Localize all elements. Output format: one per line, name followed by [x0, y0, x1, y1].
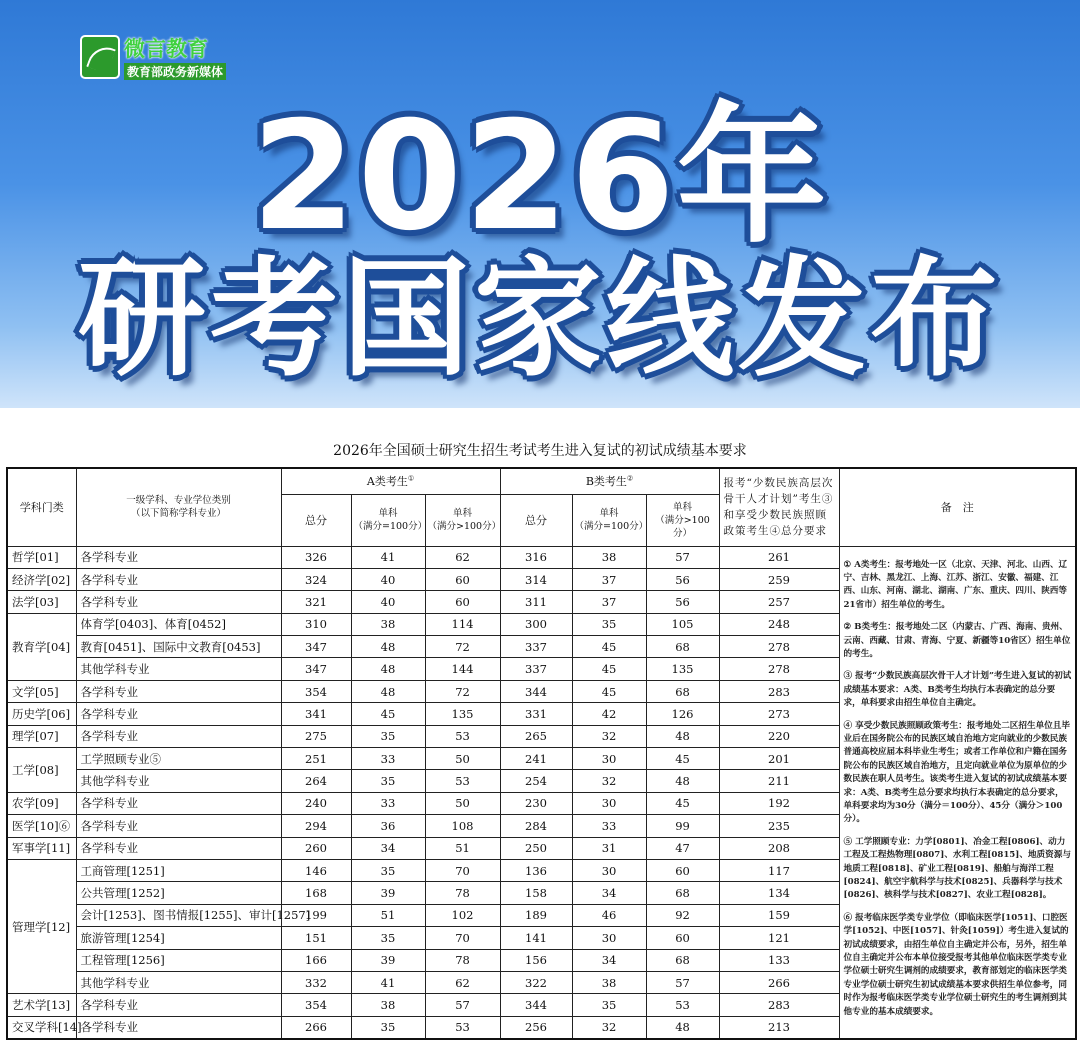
score-cell: 70 — [425, 927, 500, 949]
score-cell: 294 — [281, 815, 351, 837]
score-cell: 35 — [351, 770, 425, 792]
score-cell: 45 — [572, 636, 646, 658]
score-cell: 50 — [425, 792, 500, 814]
score-cell: 57 — [646, 971, 719, 993]
score-cell: 283 — [719, 680, 839, 702]
score-cell: 36 — [351, 815, 425, 837]
note-item: ⑥ 报考临床医学类专业学位（即临床医学[1051]、口腔医学[1052]、中医[1057]、针灸[1059]）考生进入复试的初试成绩要求，由招生单位自主确定并公布，另外，招生单位自主确定并公布本单位接受报考其他单位临床医学类专业学位硕士研究生调剂的成绩要求，教育部划定的临床医学类专业学位硕士研究生初试成绩基本要求供招生单位参考，同时作为报考临床医学类专业学位硕士研究生的考生调剂到其他专业的基本成绩要求。 — [843, 912, 1069, 1017]
score-cell: 354 — [281, 680, 351, 702]
score-cell: 310 — [281, 613, 351, 635]
score-cell: 68 — [646, 680, 719, 702]
score-cell: 34 — [572, 949, 646, 971]
score-cell: 114 — [425, 613, 500, 635]
score-cell: 78 — [425, 949, 500, 971]
score-cell: 38 — [351, 994, 425, 1016]
score-cell: 105 — [646, 613, 719, 635]
note-item: ① A类考生：报考地处一区（北京、天津、河北、山西、辽宁、吉林、黑龙江、上海、江苏、浙江、安徽、福建、江西、山东、河南、湖北、湖南、广东、重庆、四川、陕西等21省市）招生单位的考生。 — [843, 559, 1068, 610]
score-cell: 50 — [425, 748, 500, 770]
major-cell: 各学科专业 — [76, 546, 281, 568]
score-cell: 102 — [425, 904, 500, 926]
score-cell: 278 — [719, 658, 839, 680]
logo — [80, 33, 226, 80]
score-cell: 337 — [500, 658, 572, 680]
major-cell: 体育学[0403]、体育[0452] — [76, 613, 281, 635]
category-cell: 管理学[12] — [7, 859, 76, 993]
score-cell: 264 — [281, 770, 351, 792]
score-cell: 159 — [719, 904, 839, 926]
score-cell: 347 — [281, 636, 351, 658]
score-cell: 30 — [572, 748, 646, 770]
score-cell: 311 — [500, 591, 572, 613]
score-cell: 48 — [351, 680, 425, 702]
score-cell: 284 — [500, 815, 572, 837]
score-cell: 254 — [500, 770, 572, 792]
major-cell: 其他学科专业 — [76, 971, 281, 993]
major-cell: 各学科专业 — [76, 1016, 281, 1038]
score-cell: 45 — [351, 703, 425, 725]
score-cell: 46 — [572, 904, 646, 926]
score-cell: 32 — [572, 770, 646, 792]
score-cell: 344 — [500, 994, 572, 1016]
score-cell: 53 — [425, 1016, 500, 1038]
category-cell: 工学[08] — [7, 748, 76, 793]
score-cell: 192 — [719, 792, 839, 814]
score-cell: 39 — [351, 882, 425, 904]
score-cell: 99 — [646, 815, 719, 837]
score-cell: 146 — [281, 859, 351, 881]
table-row — [7, 546, 1076, 568]
score-cell: 341 — [281, 703, 351, 725]
note-item: ⑤ 工学照顾专业：力学[0801]、冶金工程[0806]、动力工程及工程热物理[0807]、水利工程[0815]、地质资源与地质工程[0818]、矿业工程[0819]、船舶与海洋工程[0824]、航空宇航科学与技术[0825]、兵器科学与技术[0826]、核科学与技术[0827]、农业工程[0828]。 — [843, 836, 1071, 901]
score-cell: 30 — [572, 859, 646, 881]
score-cell: 40 — [351, 568, 425, 590]
major-cell: 各学科专业 — [76, 680, 281, 702]
score-cell: 256 — [500, 1016, 572, 1038]
score-cell: 316 — [500, 546, 572, 568]
score-cell: 35 — [351, 725, 425, 747]
score-cell: 133 — [719, 949, 839, 971]
score-cell: 41 — [351, 546, 425, 568]
major-cell: 工学照顾专业⑤ — [76, 748, 281, 770]
score-cell: 48 — [351, 658, 425, 680]
major-cell: 教育[0451]、国际中文教育[0453] — [76, 636, 281, 658]
score-cell: 240 — [281, 792, 351, 814]
header-a-single-gt: 单科 （满分>100分） — [425, 494, 500, 546]
score-cell: 78 — [425, 882, 500, 904]
header-minority: 报考“少数民族高层次骨干人才计划”考生③和享受少数民族照顾政策考生④总分要求 — [719, 468, 839, 546]
score-cell: 166 — [281, 949, 351, 971]
score-cell: 32 — [572, 1016, 646, 1038]
category-cell: 军事学[11] — [7, 837, 76, 859]
score-cell: 136 — [500, 859, 572, 881]
score-cell: 51 — [351, 904, 425, 926]
category-cell: 历史学[06] — [7, 703, 76, 725]
score-cell: 60 — [425, 591, 500, 613]
score-cell: 56 — [646, 591, 719, 613]
score-cell: 257 — [719, 591, 839, 613]
header-a-total: 总分 — [281, 494, 351, 546]
score-cell: 47 — [646, 837, 719, 859]
major-cell: 其他学科专业 — [76, 658, 281, 680]
score-cell: 266 — [281, 1016, 351, 1038]
score-cell: 259 — [719, 568, 839, 590]
banner-title-main: 研考国家线发布 — [77, 245, 1002, 394]
score-cell: 251 — [281, 748, 351, 770]
category-cell: 理学[07] — [7, 725, 76, 747]
score-table — [6, 467, 1077, 1040]
score-cell: 37 — [572, 591, 646, 613]
score-cell: 344 — [500, 680, 572, 702]
score-cell: 250 — [500, 837, 572, 859]
major-cell: 各学科专业 — [76, 837, 281, 859]
major-cell: 各学科专业 — [76, 591, 281, 613]
score-cell: 141 — [500, 927, 572, 949]
major-cell: 工程管理[1256] — [76, 949, 281, 971]
score-cell: 62 — [425, 546, 500, 568]
score-cell: 35 — [351, 1016, 425, 1038]
score-cell: 168 — [281, 882, 351, 904]
score-cell: 31 — [572, 837, 646, 859]
score-cell: 53 — [425, 770, 500, 792]
score-cell: 265 — [500, 725, 572, 747]
notes-cell — [839, 546, 1076, 1039]
score-cell: 35 — [351, 927, 425, 949]
score-cell: 37 — [572, 568, 646, 590]
category-cell: 哲学[01] — [7, 546, 76, 568]
header-major: 一级学科、专业学位类别 （以下简称学科专业） — [76, 468, 281, 546]
category-cell: 艺术学[13] — [7, 994, 76, 1016]
major-cell: 各学科专业 — [76, 994, 281, 1016]
score-cell: 211 — [719, 770, 839, 792]
header-b-single-le: 单科 （满分=100分） — [572, 494, 646, 546]
score-cell: 51 — [425, 837, 500, 859]
category-cell: 文学[05] — [7, 680, 76, 702]
header-notes: 备 注 — [839, 468, 1076, 546]
score-cell: 30 — [572, 927, 646, 949]
score-cell: 331 — [500, 703, 572, 725]
score-cell: 68 — [646, 882, 719, 904]
score-cell: 322 — [500, 971, 572, 993]
score-cell: 53 — [646, 994, 719, 1016]
score-cell: 33 — [351, 792, 425, 814]
header-a-group: A类考生① — [281, 468, 500, 494]
header-b-group: B类考生② — [500, 468, 719, 494]
score-cell: 32 — [572, 725, 646, 747]
score-cell: 34 — [351, 837, 425, 859]
header-category: 学科门类 — [7, 468, 76, 546]
score-cell: 300 — [500, 613, 572, 635]
logo-name: 微言教育 — [124, 37, 208, 61]
score-cell: 135 — [425, 703, 500, 725]
score-cell: 135 — [646, 658, 719, 680]
score-cell: 72 — [425, 680, 500, 702]
major-cell: 工商管理[1251] — [76, 859, 281, 881]
score-cell: 235 — [719, 815, 839, 837]
score-cell: 33 — [572, 815, 646, 837]
score-cell: 72 — [425, 636, 500, 658]
major-cell: 各学科专业 — [76, 703, 281, 725]
banner-title-year: 2026年 — [251, 90, 829, 264]
score-cell: 241 — [500, 748, 572, 770]
score-cell: 53 — [425, 725, 500, 747]
dandelion-logo-icon — [80, 35, 120, 79]
score-cell: 35 — [572, 613, 646, 635]
score-cell: 45 — [572, 658, 646, 680]
score-cell: 134 — [719, 882, 839, 904]
score-cell: 30 — [572, 792, 646, 814]
score-cell: 230 — [500, 792, 572, 814]
major-cell: 会计[1253]、图书情报[1255]、审计[1257] — [76, 904, 281, 926]
note-item: ③ 报考“少数民族高层次骨干人才计划”考生进入复试的初试成绩基本要求：A类、B类考生均执行本表确定的总分要求，单科要求由招生单位自主确定。 — [843, 671, 1072, 709]
score-cell: 92 — [646, 904, 719, 926]
score-cell: 48 — [351, 636, 425, 658]
score-cell: 199 — [281, 904, 351, 926]
score-cell: 57 — [646, 546, 719, 568]
major-cell: 各学科专业 — [76, 568, 281, 590]
header-b-single-gt: 单科 （满分>100分） — [646, 494, 719, 546]
score-cell: 70 — [425, 859, 500, 881]
score-cell: 38 — [351, 613, 425, 635]
score-cell: 278 — [719, 636, 839, 658]
score-cell: 326 — [281, 546, 351, 568]
header-b-total: 总分 — [500, 494, 572, 546]
score-cell: 108 — [425, 815, 500, 837]
note-item: ② B类考生：报考地处二区（内蒙古、广西、海南、贵州、云南、西藏、甘肃、青海、宁夏、新疆等10省区）招生单位的考生。 — [843, 622, 1071, 659]
score-cell: 117 — [719, 859, 839, 881]
major-cell: 旅游管理[1254] — [76, 927, 281, 949]
score-cell: 45 — [646, 792, 719, 814]
category-cell: 农学[09] — [7, 792, 76, 814]
score-cell: 38 — [572, 546, 646, 568]
score-cell: 34 — [572, 882, 646, 904]
score-cell: 201 — [719, 748, 839, 770]
table-caption: 2026年全国硕士研究生招生考试考生进入复试的初试成绩基本要求 — [333, 443, 747, 459]
score-cell: 260 — [281, 837, 351, 859]
score-cell: 347 — [281, 658, 351, 680]
score-cell: 151 — [281, 927, 351, 949]
score-cell: 41 — [351, 971, 425, 993]
score-cell: 56 — [646, 568, 719, 590]
score-cell: 314 — [500, 568, 572, 590]
score-cell: 60 — [646, 859, 719, 881]
category-cell: 法学[03] — [7, 591, 76, 613]
category-cell: 医学[10]⑥ — [7, 815, 76, 837]
score-cell: 45 — [572, 680, 646, 702]
banner — [0, 0, 1080, 408]
note-item: ④ 享受少数民族照顾政策考生：报考地处二区招生单位且毕业后在国务院公布的民族区域自治地方定向就业的少数民族普通高校应届本科毕业生考生；或者工作单位和户籍在国务院公布的民族区域自治地方，且定向就业单位为原单位的少数民族在职人员考生。该类考生进入复试的初试成绩基本要求：A类、B类考生总分要求均执行本表确定的总分要求，单科要求均为30分（满分＝100分）、45分（满分＞100分）。 — [843, 720, 1070, 825]
score-cell: 275 — [281, 725, 351, 747]
score-cell: 332 — [281, 971, 351, 993]
logo-tagline: 教育部政务新媒体 — [124, 63, 226, 80]
score-cell: 321 — [281, 591, 351, 613]
score-cell: 45 — [646, 748, 719, 770]
score-cell: 337 — [500, 636, 572, 658]
score-cell: 48 — [646, 1016, 719, 1038]
major-cell: 其他学科专业 — [76, 770, 281, 792]
score-cell: 189 — [500, 904, 572, 926]
score-cell: 126 — [646, 703, 719, 725]
category-cell: 交叉学科[14] — [7, 1016, 76, 1038]
score-cell: 48 — [646, 770, 719, 792]
score-cell: 158 — [500, 882, 572, 904]
score-cell: 40 — [351, 591, 425, 613]
score-cell: 60 — [646, 927, 719, 949]
score-cell: 57 — [425, 994, 500, 1016]
major-cell: 各学科专业 — [76, 792, 281, 814]
score-cell: 213 — [719, 1016, 839, 1038]
score-cell: 144 — [425, 658, 500, 680]
score-cell: 283 — [719, 994, 839, 1016]
score-cell: 324 — [281, 568, 351, 590]
header-a-single-le: 单科 （满分=100分） — [351, 494, 425, 546]
score-cell: 248 — [719, 613, 839, 635]
score-cell: 38 — [572, 971, 646, 993]
category-cell: 教育学[04] — [7, 613, 76, 680]
score-cell: 42 — [572, 703, 646, 725]
score-cell: 220 — [719, 725, 839, 747]
score-cell: 62 — [425, 971, 500, 993]
major-cell: 各学科专业 — [76, 725, 281, 747]
score-cell: 156 — [500, 949, 572, 971]
score-cell: 68 — [646, 636, 719, 658]
score-cell: 39 — [351, 949, 425, 971]
score-cell: 60 — [425, 568, 500, 590]
major-cell: 各学科专业 — [76, 815, 281, 837]
score-cell: 208 — [719, 837, 839, 859]
major-cell: 公共管理[1252] — [76, 882, 281, 904]
score-cell: 273 — [719, 703, 839, 725]
score-cell: 68 — [646, 949, 719, 971]
score-cell: 33 — [351, 748, 425, 770]
category-cell: 经济学[02] — [7, 568, 76, 590]
score-cell: 35 — [572, 994, 646, 1016]
score-cell: 48 — [646, 725, 719, 747]
score-cell: 354 — [281, 994, 351, 1016]
score-cell: 121 — [719, 927, 839, 949]
score-cell: 266 — [719, 971, 839, 993]
score-cell: 261 — [719, 546, 839, 568]
score-cell: 35 — [351, 859, 425, 881]
